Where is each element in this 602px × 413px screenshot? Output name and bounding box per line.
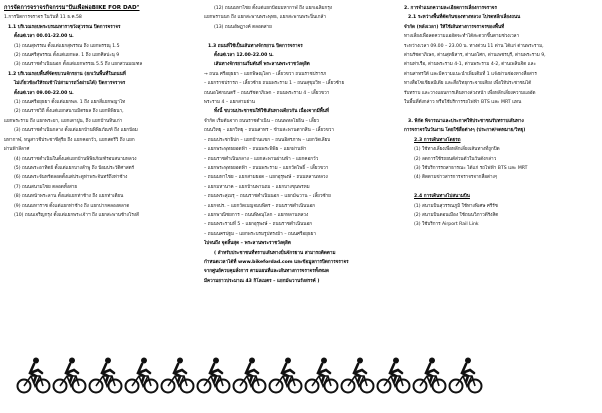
list-item: (1) ใช้ทางเลี่ยงเพื่อหลีกเลี่ยงเส้นทางที่ถูกปิด [414,147,500,153]
route-desc: – ถนนประชาธิปก – แยกบ้านแขก – ถนนอิสรภาพ – แยกวัดเลียบ [204,137,331,143]
route-intro: เส้นทางจักรยานเริ่มต้นที่ พระลานพระราชวังดุสิต [214,62,310,68]
route-desc: – แยกมหานาค – แยกบ้านพานถม – แยกบางขุนพรหม [204,184,310,190]
list-item: (13) ถนนอัษฎางค์ ตลอดสาย [214,24,272,30]
cyclist-silhouettes [16,356,486,396]
section-3-heading: 3. พิกัด พิจารณาและประกาศให้ประชาชนรับทราบเส้นทาง [408,118,524,124]
notice-line: ( สำหรับประชาชนที่ทราบเส้นทางปั่นจักรยาน สามารถติดตาม [214,250,336,256]
route-line: ถนนอโศกมนตรี – ถนนรัชดาภิเษก – ถนนพระราม 4 – เลี้ยวขวา [204,90,330,96]
route-desc: – แยกจปร. – แยกวัดเบญจมบพิตร – ถนนราชดำเนินนอก [204,203,315,209]
cyclist-icon [304,356,340,396]
paragraph-line: ในพื้นที่ดังกล่าว หรือใช้บริการรถไฟฟ้า BTS และ MRT แทน [404,100,522,106]
route-desc: – แยกพระพุทธยอดฟ้า – ถนนพระพิพิธ – แยกผ่านฟ้า [204,147,307,153]
section-1-2-heading-cont: ไม่เกี่ยวข้องให้รถเข้าไปสามารถวิ่งผ่านได้) ปิดการจราจร [14,81,126,87]
list-item: (10) ถนนเจริญกรุง ตั้งแต่แยกพระเจ้าฯ ถึง แยกสะพานช้างโรงสี [14,212,139,218]
section-1-2-heading: 1.2 บริเวณรอบพื้นที่จัดขบวนจักรยาน (ยกเว้นพื้นที่ในถนนที่ [8,71,126,77]
cyclist-icon [196,356,232,396]
schedule-line: 1.การปิดการจราจร ในวันที่ 11 ธ.ค.58 [4,15,82,21]
section-1-1-heading: 1.1 บริเวณรอบพระบรมมหาราชวังสุวรรณ ปิดการจราจร [8,24,121,30]
column-left [4,4,198,220]
list-item: (4) ติดตามข่าวสารการจราจรจากสื่อต่างๆ [414,175,498,181]
list-item: ผ่านฟ้าลีลาศ [4,147,30,153]
paragraph-line: ด่านสาทรใต้ และมีความแนะนำเพิ่มเติมที่ 1 แจ้งผ่านช่องทางสื่อสาร [404,71,537,77]
cyclist-icon [124,356,160,396]
route-desc: – แยกพาณิชยการ – ถนนพิษณุโลก – แยกหลานหลวง [204,212,309,218]
route-desc: – ถนนนครปฐม – แยกพระบรมรูปทรงม้า – ถนนศรีอยุธยา [204,231,316,237]
list-item: (1) ถนนสุพรรณ ตั้งแต่แยกสุพรรณ ถึง แยกพรรณุ 1.5 [14,43,120,49]
cyclist-icon [160,356,196,396]
cyclist-icon [88,356,124,396]
list-item: (4) ถนนราชดำเนินในตั้งแต่แยกบ้านพิพิธภัณฑ์รอบสนามหลวง [14,156,137,162]
list-item: (2) ถนนราชวิถี ตั้งแต่แยกสนามมิตรผล ถึง แยกพิพิธนา, [14,109,124,115]
route-desc: – ถนนมหาไชย – แยกสามยอด – แยกอุรุพงษ์ – ถนนหลานหลวง [204,175,328,181]
section-2-1-heading: 2.1 ระหว่างพื้นที่ตัดกันของทางหลวง โปรดหลีกเลี่ยงถนน [408,15,521,21]
list-item: แยกพรานนก ถึง แยกสะพานพระพุทธ, แยกสะพานพระปิ่นเกล้า [204,15,326,21]
list-item: (1) ถนนศรีอยุธยา ตั้งแต่แยกพล. 1 ถึง แยกสี่แยกพญาไท [14,100,126,106]
section-1-3-time: ตั้งแต่เวลา 12.00-22.00 น. [214,53,274,59]
route-desc: – ถนนพระรามที่ 5 – แยกอุรุพงษ์ – ถนนราชดำเนินนอก [204,222,312,228]
list-item: (3) ใช้บริการ Airport Rail Link [414,222,479,228]
paragraph-line: ด่านรัชดาภิเษก, ด่านสุทธิสาร, ด่านอโศก, ด่านเพชรบุรี, ด่านพระราม 9, [404,53,546,59]
list-item: มหากาฬ, หนูสาวชีประชาชีสุรีย ถึง แยกคอกวัว, แยกสตรีวิ ถึง แยก [4,137,135,143]
route-desc: จำกัด เริ่มต้นจาก ถนนราชดำเนิน – ถนนพหลโยธิน – เลี้ยว [204,118,319,124]
list-item: (3) ใช้บริการรถสาธารณะ ได้แก่ รถไฟฟ้า BTS และ MRT [414,165,528,171]
cyclist-icon [232,356,268,396]
list-item: (2) สนามบินดอนเมือง ใช้ถนนวิภาวดีรังสิต [414,212,499,218]
section-2-heading: 2. การจำแนกความละเอียดการเลี่ยงการจราจร [404,6,497,11]
cyclist-icon [16,356,52,396]
paragraph-line: ทางสื่อโซเชียลมีเดีย และสื่อวิทยุกระจายเสียง เพื่อให้ประชาชนได้ [404,81,532,87]
notice-line: กำหนดเวลาได้ที่ www.bikefordad.com และข้อมูลการปิดการจราจร [204,259,349,265]
cyclist-icon [412,356,448,396]
list-item: (3) ถนนราชดำเนินกลาง ตั้งแต่แยกบ้านพิพิธภัณฑ์ ถึง แยกป้อม [14,128,138,134]
column-middle [204,4,398,286]
route-desc: ไปจนถึง จุดสิ้นสุด – พระลานพระราชวังดุสิต [204,241,291,247]
section-2-4-heading: 2.4 การเดินทางไปสนามบิน [414,194,470,200]
cyclist-icon [340,356,376,396]
notice-line: จากศูนย์ควบคุมสั่งการ ตามแผนที่และเส้นทางการจราจรทั้งหมด [204,269,330,275]
list-item: (2) ถนนศรีสุพรรณ ตั้งแต่แยกพล. 1 ถึง แยกศิลปะนุ 9 [14,53,120,59]
route-desc: ถนนวิทยุ – แยกวิทยุ – ถนนสาทร – ข้ามสะพานตากสิน – เลี้ยวขวา [204,128,334,134]
paragraph-line: ระหว่างเวลา 09.00 – 23.00 น. ทางด่วน 11 ด่าน ได้แก่ ด่านพระราม, [404,43,544,49]
list-item: (2) ลดการใช้รถยนต์ส่วนตัวในวันดังกล่าว [414,156,497,162]
paragraph-line: ด่านท่าเรือ, ด่านพระราม 4-1, ด่านพระราม 4-2, ด่านเพลินจิต และ [404,62,536,68]
list-item: แยกพระราม ถึง แยกพระยา, แยกเตาปูน, ถึง แยกบ้านหินเก่า [4,118,123,124]
list-item: (8) ถนนหน้าพระลาน ตั้งแต่แยกท่าช้าง ถึง แยกท่าเตียน [14,194,124,200]
list-item: (5) ถนนพระอาทิตย์ ตั้งแต่แยกบางลำพู ถึง ป้อมประวัติศาสตร์ [14,165,135,171]
paragraph-line: จำกัด (หลังเวลา) ให้ใช้เส้นทางการจราจรของพื้นที่ [404,24,505,30]
section-1-3-heading: 1.3 ถนนที่ใช้เป็นเส้นทางจักรยาน ปิดการจราจร [208,43,303,49]
section-1-1-time: ตั้งแต่เวลา 00.01-22.00 น. [14,34,74,40]
column-right [404,4,598,230]
paragraph-line: รับทราบ และวางแผนการเดินทางล่วงหน้า เพื่อหลีกเลี่ยงความแออัด [404,90,536,96]
cyclist-icon [448,356,484,396]
list-item: (3) ถนนราชดำเนินนอก ตั้งแต่แยกพรรณ 5.5 ถึง แยกสวนมณฑล [14,62,143,68]
section-3-sub: การจราจรในวันงาน โดยใช้สื่อต่างๆ (ประกาศ/จดหมาย/วิทยุ) [404,128,526,134]
paragraph-line: ทางเลี่ยงเพื่อลดความแออัดจะทำได้สะดวกขึ้นตามช่วงเวลา [404,34,520,40]
list-item: (1) สนามบินสุวรรณภูมิ ใช้ทางพิเศษ ศรีรัช [414,203,498,209]
list-item: (6) ถนนพระจันทร์ตลอดตั้งแต่ประตูท่าพระจันทร์ถึงท่าช้าง [14,175,128,181]
notice-line: มีความยาวประมาณ 43 กิโลเมตร – แยกมัฆวานรังสรรค์ ) [204,278,320,284]
section-2-3-heading: 2.3 การเดินทางโดยรถ [414,137,461,143]
cyclist-icon [52,356,88,396]
section-1-2-time: ตั้งแต่เวลา 09.00-22.00 น. [14,90,74,96]
cyclist-icon [268,356,304,396]
document-title: การจัดการจราจรกิจกรรม"ปั่นเพื่อพ่อBIKE FOR DAD" [4,5,140,11]
cyclist-icon [376,356,412,396]
route-line: พระราม 4 – แยกสามย่าน [204,100,255,106]
list-item: (12) ถนนมหาไชย ตั้งแต่แยกป้อมมหากาฬ ถึง แยกเฉลิมกรุง [214,6,333,11]
route-desc: ทั้งนี้ ขบวนประชาชนให้ใช้เส้นทางเดียวกัน เนื่องจากมีพื้นที่ [214,109,329,115]
list-item: (9) ถนนมหาราช ตั้งแต่แยกท่าช้าง ถึง แยกปากคลองตลาด [14,203,130,209]
route-desc: – แยกพระพุทธยอดฟ้า – ถนนพระราม – แยกวัดโพธิ์ – เลี้ยวขวา [204,165,329,171]
list-item: (7) ถนนสนามไชย ตลอดทั้งสาย [14,184,78,190]
route-desc: – ถนนพระสุเมรุ – ถนนราชดำเนินนอก – แยกมัฆวาน – เลี้ยวซ้าย [204,194,331,200]
route-line: → ถนน ศรีอยุธยา – แยกพิษณุโลก – เลี้ยวขวา ถนนราชปรารภ [204,71,327,77]
route-desc: – ถนนราชดำเนินกลาง – แยกสะพานผ่านฟ้า – แยกคอกวัว [204,156,319,162]
route-line: – แยกราชปรารภ – เลี้ยวซ้าย ถนนพระราม 1 – ถนนสุขุมวิท – เลี้ยวซ้าย [204,81,345,87]
